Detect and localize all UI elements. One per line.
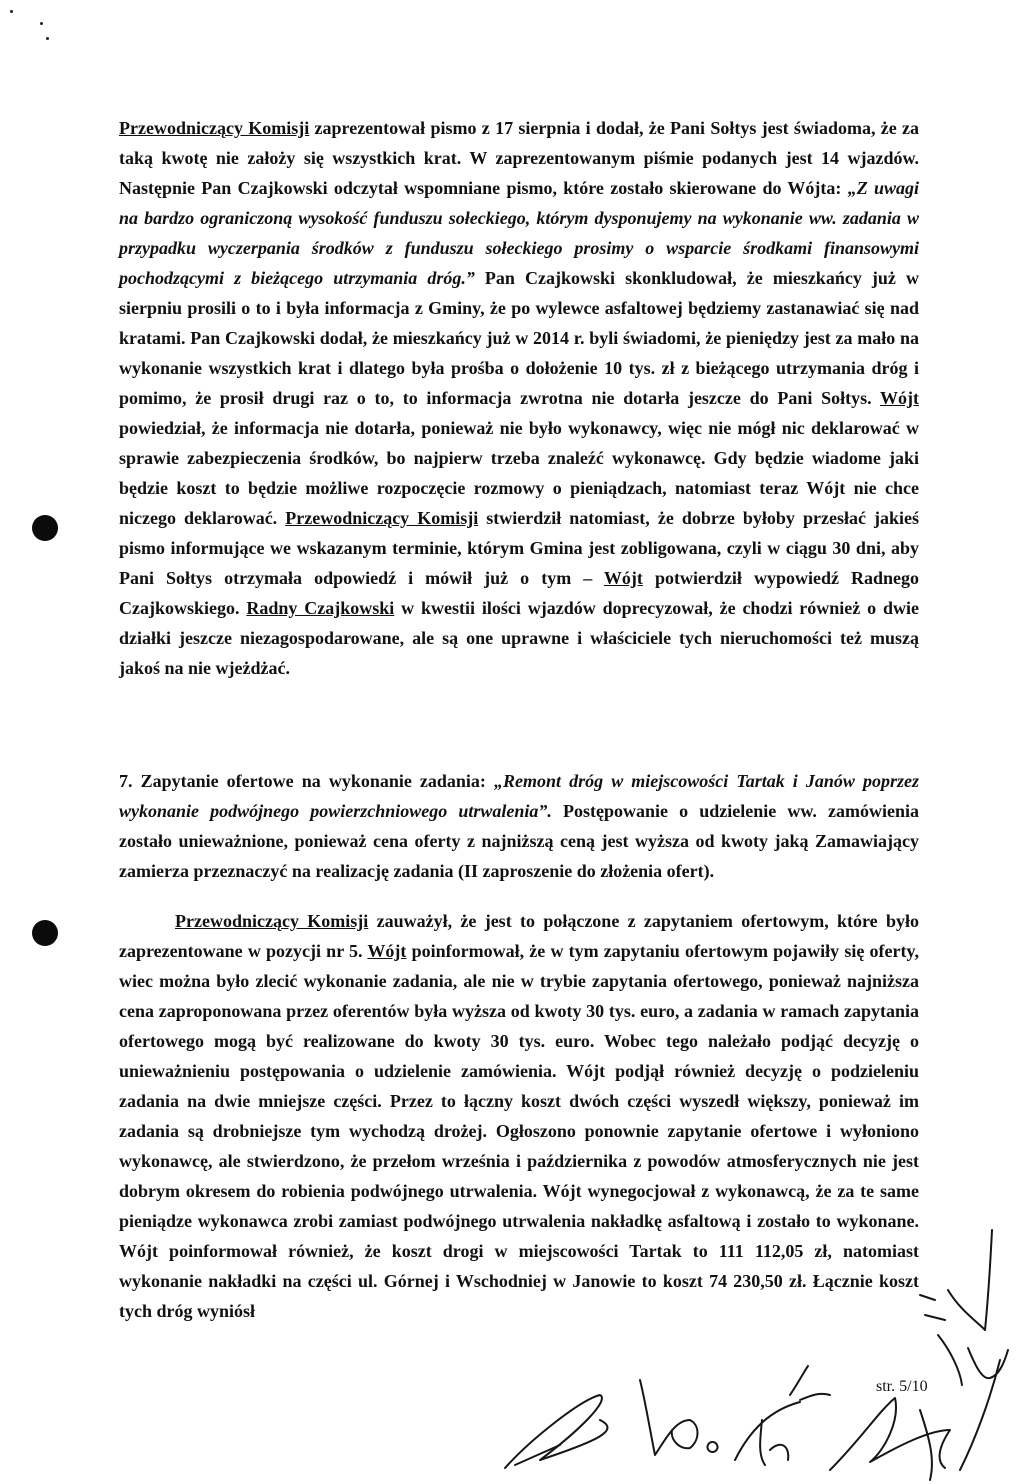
speaker-name: Radny Czajkowski [246, 598, 395, 618]
agenda-title: „Remont dróg w miejscowości Tartak i Janów poprzez wykonanie podwójnego powierzchniowego utrwalenia”. [119, 771, 919, 821]
body-text: Postępowanie o udzielenie ww. zamówienia zostało unieważnione, ponieważ cena oferty z najniższą ceną jest wyższa od kwoty jaką Zamawiający zamierza przeznaczyć na realizację zadania (II zaproszenie do złożenia ofert). [119, 801, 919, 881]
signature-stroke [790, 1366, 830, 1400]
body-text: powiedział, że informacja nie dotarła, ponieważ nie było wykonawcy, więc nie mógł nic deklarować w sprawie zabezpieczenia środków, bo najpierw trzeba znaleźć wykonawcę. Gdy będzie wiadome jaki będzie koszt to będzie możliwe rozpoczęcie rozmowy o pieniądzach, natomiast teraz Wójt nie chce niczego deklarować. [119, 418, 919, 528]
speaker-name: Wójt [367, 941, 407, 961]
body-text: w kwestii ilości wjazdów doprecyzował, że chodzi również o dwie działki jeszcze niezagospodarowane, ale są one uprawne i właściciele tych nieruchomości też muszą jakoś na nie wjeżdżać. [119, 598, 920, 678]
speaker-name: Wójt [880, 388, 919, 408]
speaker-name: Wójt [603, 568, 643, 588]
body-text: Pan Czajkowski skonkludował, że mieszkańcy już w sierpniu prosili o to i była informacja z Gminy, że po wylewce asfaltowej będziemy zastanawiać się nad kratami. Pan Czajkowski dodał, że mieszkańcy już w 2014 r. byli świadomi, że pieniędzy jest za mało na wykonanie wszystkich krat i dlatego była prośba o dołożenie 10 tys. zł z bieżącego utrzymania dróg i pomimo, że prosił drugi raz o to, to informacja zwrotna nie dotarła jeszcze do Pani Sołtys. [119, 268, 919, 408]
signature-stroke [505, 1395, 608, 1468]
speaker-name: Przewodniczący Komisji [119, 118, 310, 138]
body-text: zaprezentował pismo z 17 sierpnia i dodał, że Pani Sołtys jest świadoma, że za taką kwotę nie założy się wszystkich krat. W zaprezentowanym piśmie podanych jest 14 wjazdów. Następnie Pan Czajkowski odczytał wspomniane pismo, które zostało skierowane do Wójta: [119, 118, 920, 198]
signature-stroke [948, 1230, 992, 1330]
speaker-name: Przewodniczący Komisji [175, 911, 369, 931]
signature-stroke [707, 1442, 717, 1452]
signature-stroke [938, 1335, 1008, 1385]
speaker-name: Przewodniczący Komisji [285, 508, 479, 528]
body-text: stwierdził natomiast, że dobrze byłoby przesłać jakieś pismo informujące we wskazanym terminie, którym Gmina jest zobligowana, czyli w ciągu 30 dni, aby Pani Sołtys otrzymała odpowiedź i mówił już o tym – [119, 508, 919, 588]
signature-stroke [920, 1410, 932, 1480]
page-number: str. 5/10 [876, 1378, 928, 1395]
body-text: poinformował, że w tym zapytaniu ofertowym pojawiły się oferty, wiec można było zlecić wykonanie zadania, ale nie w trybie zapytania ofertowego, ponieważ najniższa cena zaproponowana przez oferentów była wyższa od kwoty 30 tys. euro, a zadania w ramach zapytania ofertowego mogą być realizowane do kwoty 30 tys. euro. Wobec tego należało podjąć decyzję o unieważnieniu postępowania o udzielenie zamówienia. Wójt podjął również decyzję o podzieleniu zadania na dwie mniejsze części. Przez to łączny koszt dwóch części wyszedł większy, ponieważ im zadania są drobniejsze tym wychodzą drożej. Ogłoszono ponownie zapytanie ofertowe i wyłoniono wykonawcę, ale stwierdzono, że przełom września i października z powodów atmosferycznych nie jest dobrym okresem do robienia podwójnego utrwalenia. Wójt wynegocjował z wykonawcą, że za te same pieniądze wykonawca zrobi zamiast podwójnego utrwalenia nakładkę asfaltową i zostało to wykonane. Wójt poinformował również, że koszt drogi w miejscowości Tartak to 111 112,05 zł, natomiast wykonanie nakładki na części ul. Górnej i Wschodniej w Janowie to koszt 74 230,50 zł. Łącznie koszt tych dróg wyniósł [119, 941, 920, 1321]
quoted-letter: „Z uwagi na bardzo ograniczoną wysokość funduszu sołeckiego, którym dysponujemy na wykonanie ww. zadania w przypadku wyczerpania środków z funduszu sołeckiego prosimy o wsparcie środkami finansowymi pochodzącymi z bieżącego utrzymania dróg.” [119, 178, 920, 288]
signature-stroke [735, 1402, 800, 1465]
body-text: zauważył, że jest to połączone z zapytaniem ofertowym, które było zaprezentowane w pozycji nr 5. [119, 911, 920, 961]
signature-stroke [640, 1380, 698, 1455]
body-text: potwierdził wypowiedź Radnego Czajkowskiego. [119, 568, 919, 618]
signature-stroke [920, 1295, 945, 1320]
agenda-lead: 7. Zapytanie ofertowe na wykonanie zadania: [119, 771, 495, 791]
